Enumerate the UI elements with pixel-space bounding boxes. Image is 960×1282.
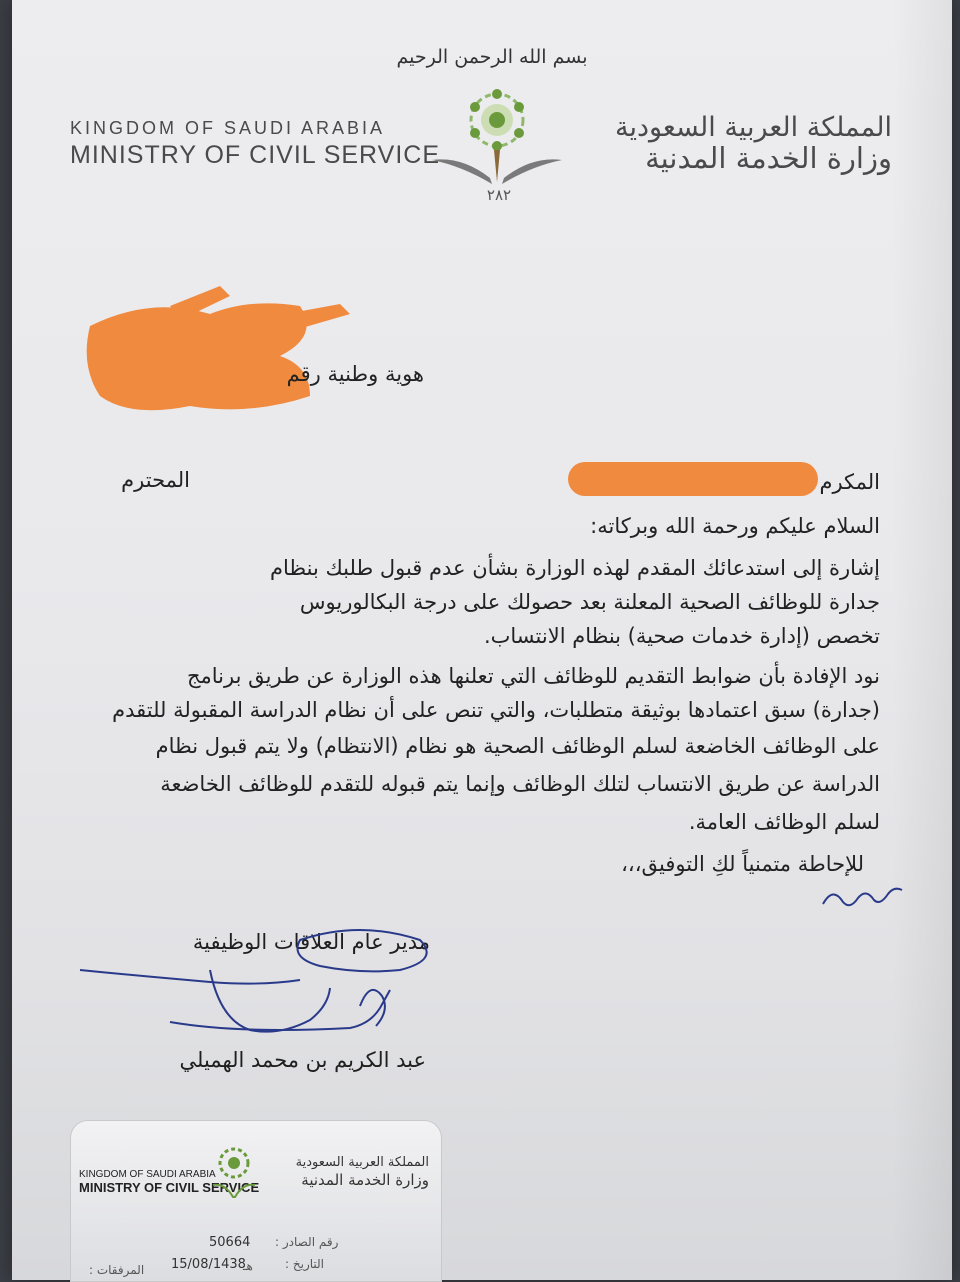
ministry-logo-icon	[422, 82, 572, 192]
stamp-hijri-suffix: هـ	[243, 1259, 253, 1273]
letter-sheet	[12, 0, 952, 1280]
signatory-name: عبد الكريم بن محمد الهميلي	[179, 1048, 426, 1072]
stamp-logo-icon	[209, 1141, 259, 1203]
stamp-ar-kingdom: المملكة العربية السعودية	[295, 1155, 429, 1170]
paragraph1-line1: إشارة إلى استدعائك المقدم لهذه الوزارة بشأن عدم قبول طلبك بنظام	[270, 556, 880, 580]
header-ar-kingdom: المملكة العربية السعودية	[614, 112, 892, 143]
salutation-prefix: المكرم	[819, 470, 880, 494]
paragraph2-line5: لسلم الوظائف العامة.	[688, 810, 880, 834]
header-ar-ministry: وزارة الخدمة المدنية	[645, 141, 892, 175]
stamp-en-ministry: MINISTRY OF CIVIL SERVICE	[79, 1180, 260, 1195]
basmala-text: بسم الله الرحمن الرحيم	[396, 46, 588, 68]
stamp-ref-number: 50664	[209, 1235, 251, 1250]
paragraph2-line1: نود الإفادة بأن ضوابط التقديم للوظائف التي تعلنها هذه الوزارة عن طريق برنامج	[186, 664, 880, 688]
logo-number: ٢٨٢	[486, 186, 512, 204]
paragraph1-line2: جدارة للوظائف الصحية المعلنة بعد حصولك على درجة البكالوريوس	[299, 590, 880, 614]
closing-line: للإحاطة متمنياً لكِ التوفيق،،،	[621, 852, 864, 876]
paragraph2-line3: على الوظائف الخاضعة لسلم الوظائف الصحية هو نظام (الانتظام) ولا يتم قبول نظام	[155, 734, 880, 758]
page-shadow	[892, 0, 952, 1280]
signatory-title: مدير عام العلاقات الوظيفية	[192, 930, 430, 954]
respected-label: المحترم	[121, 468, 190, 492]
header-arabic	[615, 112, 892, 175]
header-en-ministry: MINISTRY OF CIVIL SERVICE	[70, 141, 440, 169]
handwritten-initials	[818, 876, 908, 916]
paragraph2-line2: (جدارة) سبق اعتمادها بوثيقة متطلبات، والتي تنص على أن نظام الدراسة المقبولة للتقدم	[112, 698, 880, 722]
header-en-kingdom: KINGDOM OF SAUDI ARABIA	[70, 118, 386, 138]
stamp-ref-label: رقم الصادر :	[275, 1235, 339, 1249]
id-label: هوية وطنية رقم	[286, 362, 424, 386]
stamp-date-label: التاريخ :	[285, 1257, 325, 1271]
outgoing-stamp	[70, 1120, 442, 1282]
stamp-attachments-label: المرفقات :	[89, 1263, 145, 1277]
paragraph2-line4: الدراسة عن طريق الانتساب لتلك الوظائف وإنما يتم قبوله للتقدم للوظائف الخاضعة	[160, 772, 880, 796]
signature-mark	[60, 910, 450, 1050]
greeting: السلام عليكم ورحمة الله وبركاته:	[590, 514, 880, 538]
redaction-mark	[70, 286, 370, 426]
stamp-ar-ministry: وزارة الخدمة المدنية	[301, 1171, 429, 1189]
header-english	[70, 118, 440, 170]
redaction-bar	[568, 462, 818, 496]
stamp-en-kingdom: KINGDOM OF SAUDI ARABIA	[79, 1169, 216, 1180]
stamp-date-value: 15/08/1438	[171, 1257, 246, 1272]
paragraph1-line3: تخصص (إدارة خدمات صحية) بنظام الانتساب.	[483, 624, 880, 648]
